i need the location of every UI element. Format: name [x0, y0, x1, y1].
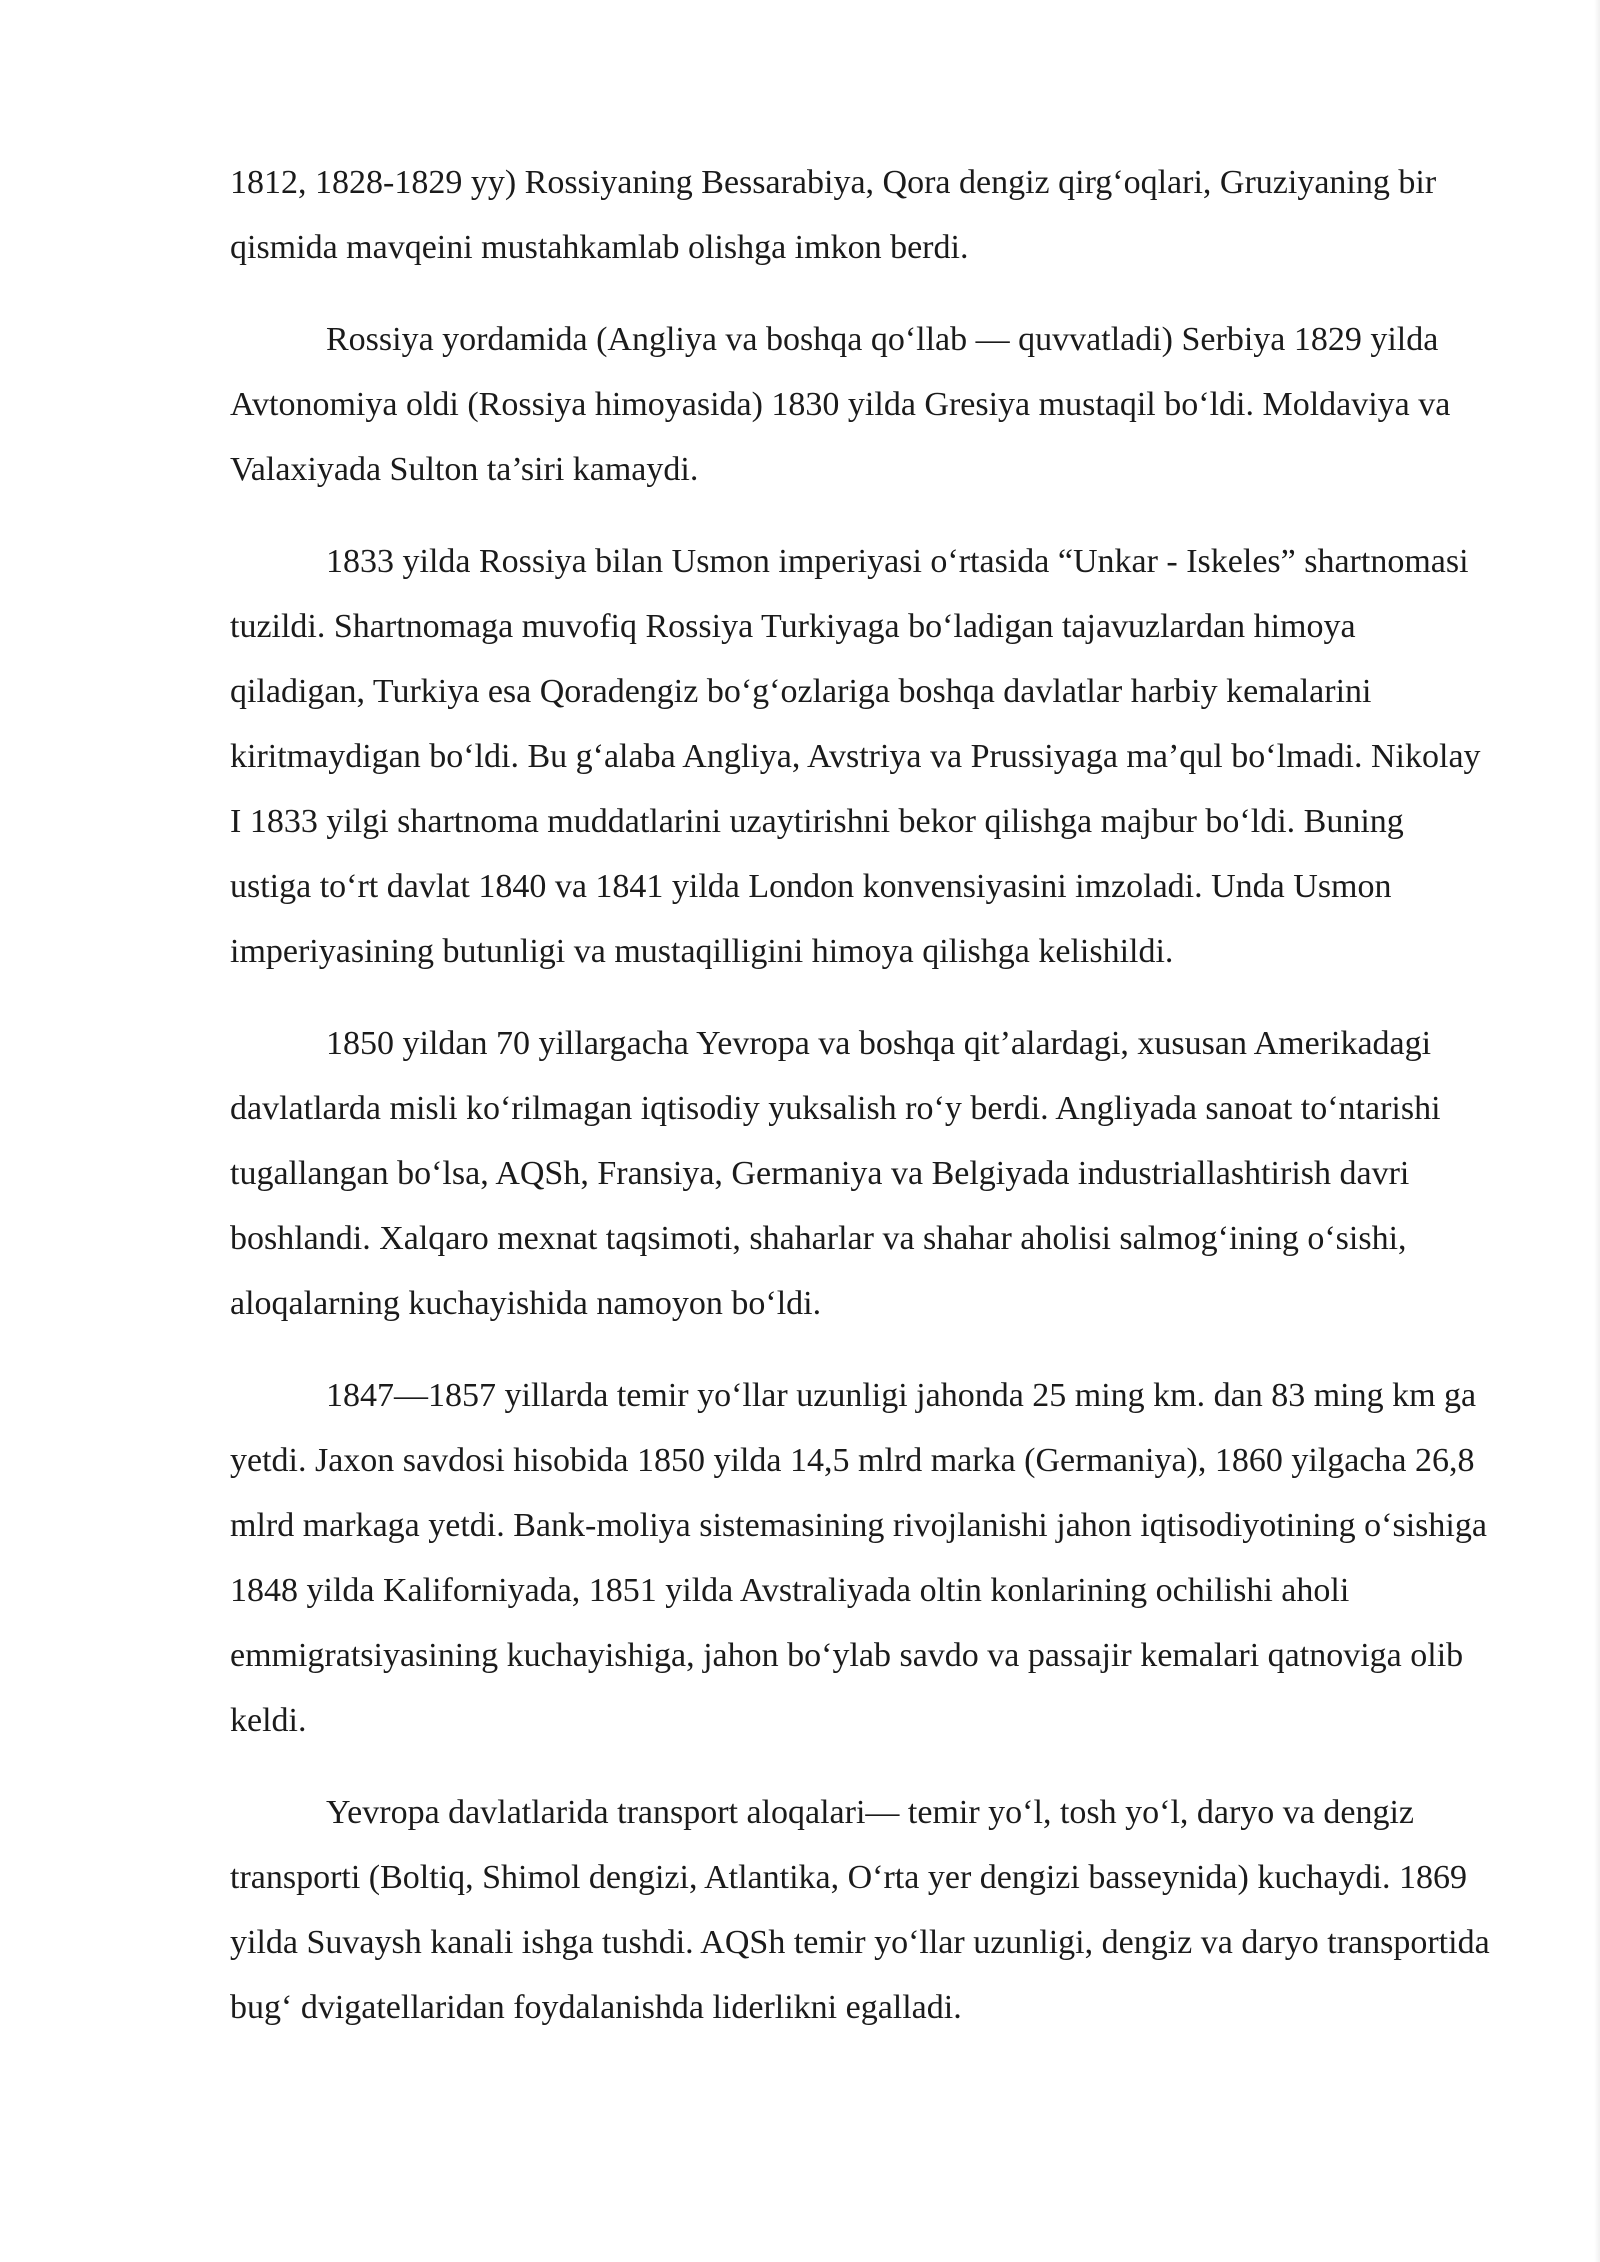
paragraph-transport: Yevropa davlatlarida transport aloqalari— temir yo‘l, tosh yo‘l, daryo va dengiz transporti (Boltiq, Shimol dengizi, Atlantika, O‘rta yer dengizi basseynida) kuchaydi. 1869 yilda Suvaysh kanali ishga tushdi. AQSh temir yo‘llar uzunligi, dengiz va daryo transportida bug‘ dvigatellaridan foydalanishda liderlikni egalladi. — [230, 1794, 1490, 2026]
paragraph-railways-trade: 1847—1857 yillarda temir yo‘llar uzunligi jahonda 25 ming km. dan 83 ming km ga yetdi. Jaxon savdosi hisobida 1850 yilda 14,5 mlrd marka (Germaniya), 1860 yilgacha 26,8 mlrd markaga yetdi. Bank-moliya sistemasining rivojlanishi jahon iqtisodiyotining o‘sishiga 1848 yilda Kaliforniyada, 1851 yilda Avstraliyada oltin konlarining ochilishi aholi emmigratsiyasining kuchayishiga, jahon bo‘ylab savdo va passajir kemalari qatnoviga olib keldi. — [230, 1377, 1487, 1739]
paragraph-serbia-greece: Rossiya yordamida (Angliya va boshqa qo‘llab — quvvatladi) Serbiya 1829 yilda Avtonomiya oldi (Rossiya himoyasida) 1830 yilda Gresiya mustaqil bo‘ldi. Moldaviya va Valaxiyada Sulton ta’siri kamaydi. — [230, 321, 1451, 488]
document-body — [230, 150, 1490, 2067]
paragraph-continuation: 1812, 1828-1829 yy) Rossiyaning Bessarabiya, Qora dengiz qirg‘oqlari, Gruziyaning bir qismida mavqeini mustahkamlab olishga imkon berdi. — [230, 164, 1437, 266]
paragraph-economic-growth: 1850 yildan 70 yillargacha Yevropa va boshqa qit’alardagi, xususan Amerikadagi davlatlarda misli ko‘rilmagan iqtisodiy yuksalish ro‘y berdi. Angliyada sanoat to‘ntarishi tugallangan bo‘lsa, AQSh, Fransiya, Germaniya va Belgiyada industriallashtirish davri boshlandi. Xalqaro mexnat taqsimoti, shaharlar va shahar aholisi salmog‘ining o‘sishi, aloqalarning kuchayishida namoyon bo‘ldi. — [230, 1025, 1441, 1322]
paragraph-unkar-iskeles-treaty: 1833 yilda Rossiya bilan Usmon imperiyasi o‘rtasida “Unkar - Iskeles” shartnomasi tuzildi. Shartnomaga muvofiq Rossiya Turkiyaga bo‘ladigan tajavuzlardan himoya qiladigan, Turkiya esa Qoradengiz bo‘g‘ozlariga boshqa davlatlar harbiy kemalarini kiritmaydigan bo‘ldi. Bu g‘alaba Angliya, Avstriya va Prussiyaga ma’qul bo‘lmadi. Nikolay I 1833 yilgi shartnoma muddatlarini uzaytirishni bekor qilishga majbur bo‘ldi. Buning ustiga to‘rt davlat 1840 va 1841 yilda London konvensiyasini imzoladi. Unda Usmon imperiyasining butunligi va mustaqilligini himoya qilishga kelishildi. — [230, 543, 1481, 970]
page-edge-shadow — [1594, 0, 1600, 2262]
